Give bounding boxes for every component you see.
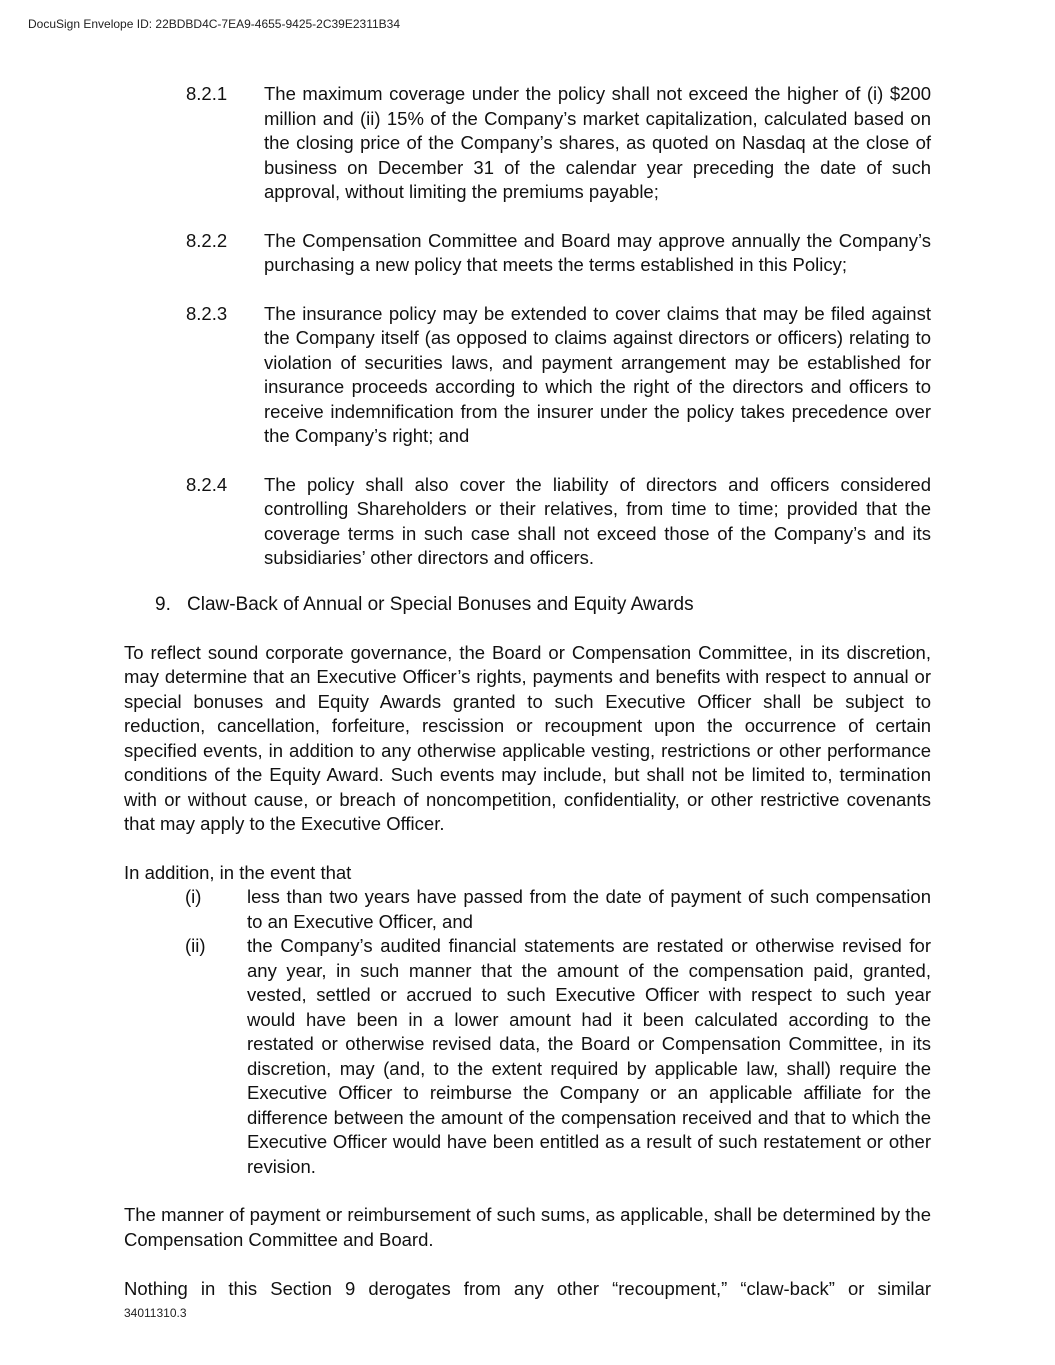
clause-number: 8.2.3: [186, 302, 228, 324]
condition-number: (ii): [185, 935, 206, 956]
section-title: Claw-Back of Annual or Special Bonuses and Equity Awards: [187, 593, 694, 615]
paragraph-reflect: To reflect sound corporate governance, the Board or Compensation Committee, in its discretion, may determine that an Executive Officer’s rights, payments and benefits with respect to annual or special bonuses and Equity Awards granted to such Executive Officer shall be subject to reduction, cancellation, forfeiture, rescission or recoupment upon the occurrence of certain specified events, in addition to any otherwise applicable vesting, restrictions or other performance conditions of the Equity Award. Such events may include, but shall not be limited to, termination with or without cause, or breach of noncompetition, confidentiality, or other restrictive covenants that may apply to the Executive Officer.: [124, 641, 931, 834]
clause-number: 8.2.1: [186, 83, 228, 104]
footer-document-id: 34011310.3: [124, 1306, 187, 1320]
clause-text: The insurance policy may be extended to cover claims that may be filed against the Company itself (as opposed to claims against directors or officers) relating to violation of securities laws, and payment arrangement may be established for insurance proceeds according to which the right of the directors and officers to receive indemnification from the insurer under the policy takes precedence over the Company’s right; and: [264, 302, 931, 446]
clause-number: 8.2.2: [186, 229, 228, 251]
condition-ii: [185, 934, 931, 1179]
document-body: [124, 82, 931, 1252]
paragraph-in-addition: In addition, in the event that: [124, 861, 352, 883]
docusign-envelope-id: DocuSign Envelope ID: 22BDBD4C-7EA9-4655-9425-2C39E2311B34: [28, 17, 401, 31]
paragraph-manner-of-payment: The manner of payment or reimbursement of such sums, as applicable, shall be determined by the Compensation Committee and Board.: [124, 1204, 931, 1250]
section-number: 9.: [155, 593, 171, 615]
condition-text: the Company’s audited financial statements are restated or otherwise revised for any year, in such manner that the amount of the compensation paid, granted, vested, settled or accrued to such Executive Officer with respect to such year would have been in a lower amount had it been calculated according to the restated or otherwise revised data, the Board or Compensation Committee, in its discretion, may (and, to the extent required by applicable law, shall) require the Executive Officer to reimburse the Company or an applicable affiliate for the difference between the amount of the compensation received and that to which the Executive Officer would have been entitled as a result of such restatement or other revision.: [247, 935, 931, 1177]
clause-text: The maximum coverage under the policy shall not exceed the higher of (i) $200 million and (ii) 15% of the Company’s market capitalization, calculated based on the closing price of the Company’s shares, as quoted on Nasdaq at the close of business on December 31 of the calendar year preceding the date of such approval, without limiting the premiums payable;: [264, 83, 931, 202]
clause-8-2-4: [186, 473, 931, 571]
condition-text: less than two years have passed from the date of payment of such compensation to an Executive Officer, and: [247, 886, 931, 932]
condition-i: [185, 885, 931, 934]
clause-text: The Compensation Committee and Board may approve annually the Company’s purchasing a new policy that meets the terms established in this Policy;: [264, 229, 931, 275]
paragraph-nothing-in-section: Nothing in this Section 9 derogates from any other “recoupment,” “claw-back” or similar: [124, 1278, 931, 1299]
clause-number: 8.2.4: [186, 473, 228, 495]
section-heading: [155, 593, 931, 617]
condition-number: (i): [185, 886, 202, 907]
clause-text: The policy shall also cover the liability of directors and officers considered controlling Shareholders or their relatives, from time to time; provided that the coverage terms in such case shall not exceed those of the Company’s and its subsidiaries’ other directors and officers.: [264, 473, 931, 568]
clause-8-2-3: [186, 302, 931, 449]
clause-8-2-1: [186, 82, 931, 205]
clause-8-2-2: [186, 229, 931, 278]
